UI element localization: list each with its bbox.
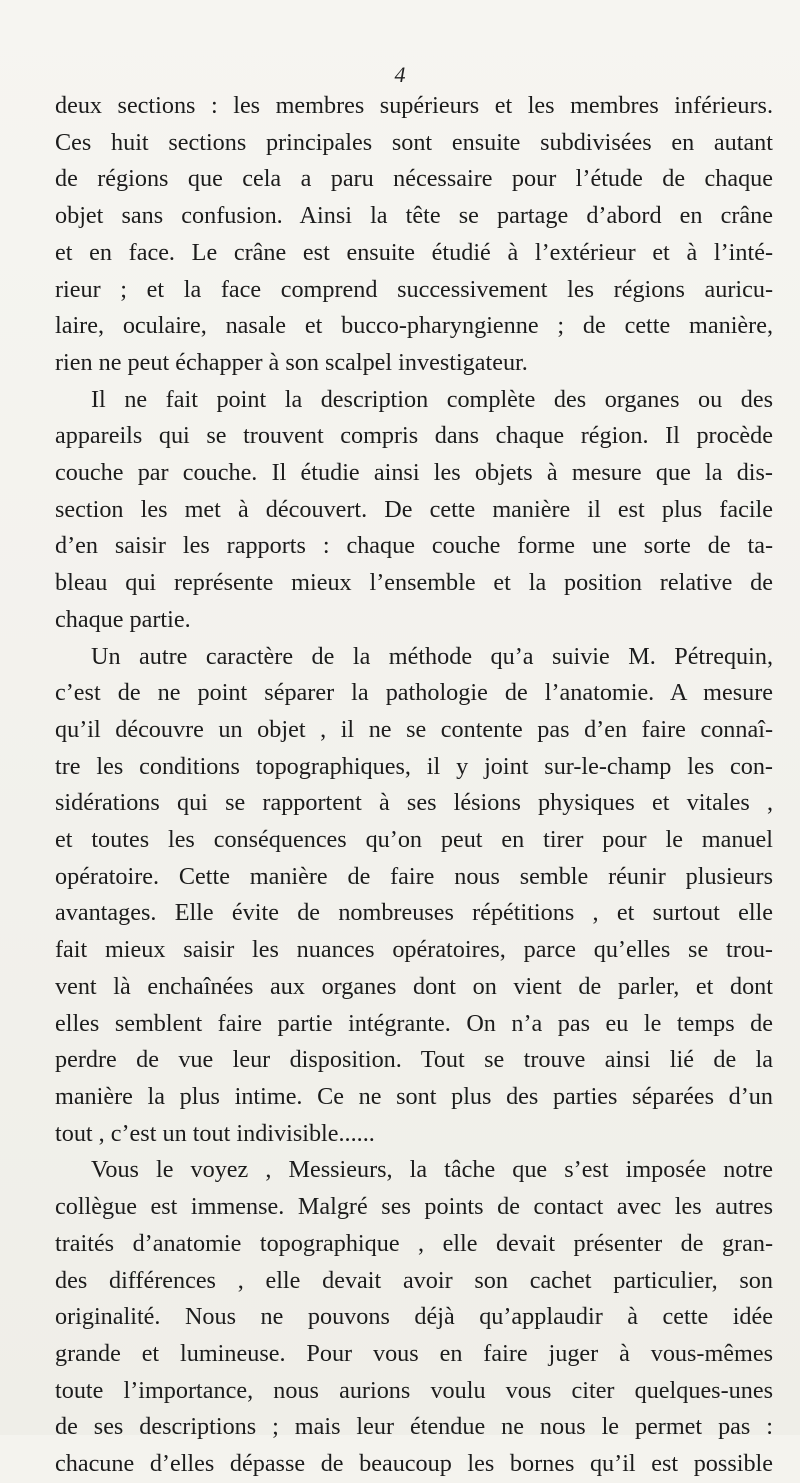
text-line: laire, oculaire, nasale et bucco-pharyngienne ; de cette manière, bbox=[55, 312, 773, 340]
text-line: qu’il découvre un objet , il ne se contente pas d’en faire connaî- bbox=[55, 715, 773, 743]
text-line: tout , c’est un tout indivisible...... bbox=[55, 1119, 375, 1147]
text-line: vent là enchaînées aux organes dont on vient de parler, et dont bbox=[55, 972, 773, 1000]
text-line: chacune d’elles dépasse de beaucoup les bornes qu’il est possible bbox=[55, 1450, 773, 1478]
text-line: elles semblent faire partie intégrante. On n’a pas eu le temps de bbox=[55, 1009, 773, 1037]
text-line: originalité. Nous ne pouvons déjà qu’applaudir à cette idée bbox=[55, 1303, 773, 1331]
body-text bbox=[55, 88, 773, 1483]
text-line: Vous le voyez , Messieurs, la tâche que s’est imposée notre bbox=[91, 1156, 773, 1184]
text-line: des différences , elle devait avoir son cachet particulier, son bbox=[55, 1266, 773, 1294]
text-line: objet sans confusion. Ainsi la tête se partage d’abord en crâne bbox=[55, 202, 773, 230]
text-line: perdre de vue leur disposition. Tout se trouve ainsi lié de la bbox=[55, 1046, 773, 1074]
text-line: tre les conditions topographiques, il y joint sur-le-champ les con- bbox=[55, 752, 773, 780]
text-line: de régions que cela a paru nécessaire pour l’étude de chaque bbox=[55, 165, 773, 193]
text-line: rien ne peut échapper à son scalpel investigateur. bbox=[55, 348, 528, 376]
text-line: chaque partie. bbox=[55, 605, 191, 633]
text-line: grande et lumineuse. Pour vous en faire juger à vous-mêmes bbox=[55, 1339, 773, 1367]
text-line: section les met à découvert. De cette manière il est plus facile bbox=[55, 495, 773, 523]
text-line: Il ne fait point la description complète des organes ou des bbox=[91, 385, 773, 413]
text-line: d’en saisir les rapports : chaque couche forme une sorte de ta- bbox=[55, 532, 773, 560]
text-line: rieur ; et la face comprend successivement les régions auricu- bbox=[55, 275, 773, 303]
text-line: toute l’importance, nous aurions voulu vous citer quelques-unes bbox=[55, 1376, 773, 1404]
text-line: appareils qui se trouvent compris dans chaque région. Il procède bbox=[55, 422, 773, 450]
text-line: avantages. Elle évite de nombreuses répétitions , et surtout elle bbox=[55, 899, 773, 927]
text-line: fait mieux saisir les nuances opératoires, parce qu’elles se trou- bbox=[55, 936, 773, 964]
text-line: sidérations qui se rapportent à ses lésions physiques et vitales , bbox=[55, 789, 773, 817]
page-number: 4 bbox=[394, 62, 406, 87]
text-line: et en face. Le crâne est ensuite étudié à l’extérieur et à l’inté- bbox=[55, 238, 773, 266]
text-line: collègue est immense. Malgré ses points de contact avec les autres bbox=[55, 1193, 773, 1221]
text-line: c’est de ne point séparer la pathologie de l’anatomie. A mesure bbox=[55, 679, 773, 707]
text-line: couche par couche. Il étudie ainsi les objets à mesure que la dis- bbox=[55, 459, 773, 487]
text-line: opératoire. Cette manière de faire nous semble réunir plusieurs bbox=[55, 862, 773, 890]
text-line: Un autre caractère de la méthode qu’a suivie M. Pétrequin, bbox=[91, 642, 773, 670]
text-line: bleau qui représente mieux l’ensemble et la position relative de bbox=[55, 569, 773, 597]
text-line: de ses descriptions ; mais leur étendue ne nous le permet pas : bbox=[55, 1413, 773, 1441]
text-line: deux sections : les membres supérieurs et les membres inférieurs. bbox=[55, 92, 773, 119]
text-line: et toutes les conséquences qu’on peut en tirer pour le manuel bbox=[55, 826, 773, 854]
text-line: traités d’anatomie topographique , elle devait présenter de gran- bbox=[55, 1229, 773, 1257]
text-line: manière la plus intime. Ce ne sont plus des parties séparées d’un bbox=[55, 1082, 773, 1110]
text-line: Ces huit sections principales sont ensuite subdivisées en autant bbox=[55, 128, 773, 156]
